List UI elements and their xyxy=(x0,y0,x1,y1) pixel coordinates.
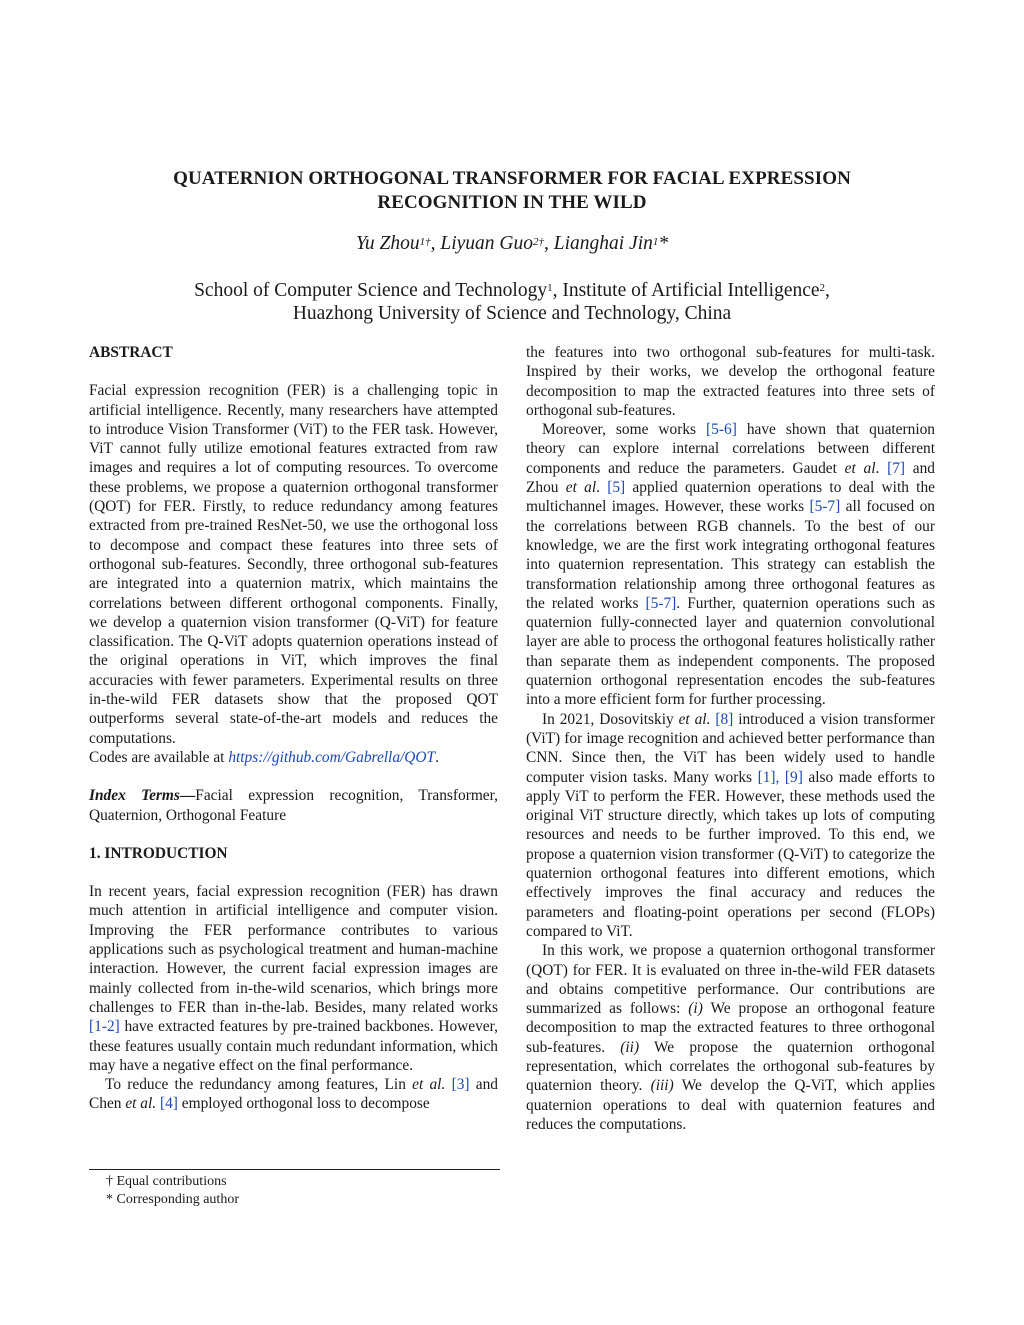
author-separator: , xyxy=(430,233,441,254)
et-al: et al. xyxy=(412,1076,446,1094)
right-paragraph-2 xyxy=(526,420,935,709)
paragraph-text: and Zhou xyxy=(526,459,935,497)
author-affil-mark: 2† xyxy=(533,236,544,248)
intro-paragraph-1 xyxy=(89,882,498,1075)
citation-link[interactable]: [1-2] xyxy=(89,1018,120,1036)
author-affil-mark: 1 xyxy=(652,236,659,248)
author-list xyxy=(0,231,1024,257)
author-name: Lianghai Jin xyxy=(553,233,653,254)
index-terms xyxy=(89,786,498,825)
paragraph-text: . xyxy=(596,479,608,497)
contribution-marker: (ii) xyxy=(620,1038,640,1056)
author-name: Liyuan Guo xyxy=(440,233,533,254)
code-text: Codes are available at xyxy=(89,748,229,766)
citation-link[interactable]: [5] xyxy=(607,479,626,497)
code-link[interactable]: https://github.com/Gabrella/QOT xyxy=(228,748,436,766)
footnote-corresponding-author: * Corresponding author xyxy=(106,1191,239,1207)
footnote-rule xyxy=(89,1169,500,1170)
paragraph-text: We propose the quaternion orthogonal representation, which correlates the orthogonal sub-features by quaternion theory. xyxy=(526,1038,935,1095)
paragraph-text: applied quaternion operations to deal with the multichannel images. However, these works xyxy=(526,479,935,516)
index-terms-label: Index Terms xyxy=(89,787,180,805)
right-paragraph-4 xyxy=(526,941,935,1134)
abstract-body: Facial expression recognition (FER) is a challenging topic in artificial intelligence. Recently, many researchers have attempted to introduce Vision Transformer (ViT) to the FER task. However, ViT cannot fully utilize emotional features extracted from raw images and requires a lot of computing resources. To overcome these problems, we propose a quaternion orthogonal transformer (QOT) for FER. Firstly, to reduce redundancy among features extracted from pre-trained ResNet-50, we use the orthogonal loss to decompose and compact these features into three sets of orthogonal sub-features. Secondly, three orthogonal sub-features are integrated into a quaternion matrix, which maintains the correlations between different orthogonal components. Finally, we develop a quaternion vision transformer (Q-ViT) for feature classification. The Q-ViT adopts quaternion operations instead of the original operations in ViT, which improves the final accuracies with fewer parameters. Experimental results on three in-the-wild FER datasets show that the proposed QOT outperforms several state-of-the-art models and reduces the computations. xyxy=(89,382,498,747)
code-availability xyxy=(89,748,498,767)
right-paragraph-1: the features into two orthogonal sub-features for multi-task. Inspired by their works, we develop the orthogonal feature decomposition to map the extracted features into three sets of orthogonal sub-features. xyxy=(526,344,935,419)
citation-link[interactable]: [5-7] xyxy=(645,594,677,612)
paragraph-text: and Chen xyxy=(89,1076,498,1113)
author-affil-mark: 1† xyxy=(419,236,431,248)
footnote-equal-contribution: † Equal contributions xyxy=(106,1174,227,1189)
paragraph-text: We propose an orthogonal feature decomposition to map the extracted features to three orthogonal sub-features. xyxy=(526,1000,936,1056)
et-al: et al. xyxy=(125,1095,157,1113)
et-al: et al xyxy=(844,459,876,477)
paragraph-text: To reduce the redundancy among features, Lin xyxy=(105,1076,413,1094)
citation-link[interactable]: [1], [9] xyxy=(757,768,803,786)
paragraph-text: . xyxy=(875,459,888,477)
paragraph-text: In recent years, facial expression recognition (FER) has drawn much attention in artificial intelligence and computer vision. Improving the FER performance contributes to various applications such as psychological treatment and human-machine interaction. However, the current facial expression images are mainly collected from in-the-wild scenarios, which brings more challenges to FER than in-the-lab. Besides, many related works xyxy=(89,883,498,1016)
citation-link[interactable]: [5-7] xyxy=(809,498,841,516)
affiliation-text: , xyxy=(825,280,830,301)
left-column xyxy=(89,343,498,1114)
author-separator: , xyxy=(544,233,554,254)
code-text: . xyxy=(435,748,439,766)
paragraph-text: We develop the Q-ViT, which applies quaternion operations to deal with quaternion features and reduces the computations. xyxy=(526,1077,935,1133)
paragraph-text: In 2021, Dosovitskiy xyxy=(542,710,679,728)
affiliation-text: , Institute of Artificial Intelligence xyxy=(552,280,820,301)
paper-title xyxy=(0,167,1024,215)
et-al: et al. xyxy=(678,710,711,728)
paragraph-text: all focused on the correlations between RGB channels. To the best of our knowledge, we are the first work integrating orthogonal features into quaternion representation. This strategy can establish the transformation relationship among three orthogonal features as the related works xyxy=(526,498,935,612)
right-column xyxy=(526,343,935,1134)
affiliation-mark: 2 xyxy=(819,282,826,294)
paragraph-text: also made efforts to apply ViT to perform the FER. However, these methods used the original ViT structure directly, which takes up lots of computing resources and needs to be further improved. To this end, we propose a quaternion vision transformer (Q-ViT) to categorize the quaternion orthogonal features into different emotions, which effectively improves the final accuracy and reduces the parameters and floating-point operations per second (FLOPs) compared to ViT. xyxy=(526,768,935,940)
introduction-heading: 1. INTRODUCTION xyxy=(89,844,228,862)
affiliation-text: School of Computer Science and Technology xyxy=(194,280,548,301)
contribution-marker: (iii) xyxy=(650,1077,674,1095)
right-paragraph-3 xyxy=(526,710,935,942)
affiliation-mark: 1 xyxy=(547,282,553,294)
citation-link[interactable]: [7] xyxy=(887,459,906,477)
citation-link[interactable]: [4] xyxy=(159,1095,178,1113)
author-name: Yu Zhou xyxy=(355,233,420,254)
citation-link[interactable]: [3] xyxy=(451,1076,470,1094)
index-terms-dash: — xyxy=(179,787,196,805)
abstract-heading: ABSTRACT xyxy=(89,344,173,361)
paragraph-text: have shown that quaternion theory can explore internal correlations between different components and reduce the parameters. Gaudet xyxy=(526,421,935,477)
paragraph-text: In this work, we propose a quaternion orthogonal transformer (QOT) for FER. It is evaluated on three in-the-wild FER datasets and obtains competitive performance. Our contributions are summarized as follows: xyxy=(526,942,935,1018)
affiliations xyxy=(0,279,1024,325)
corresponding-mark: * xyxy=(658,233,669,254)
title-line-2: RECOGNITION IN THE WILD xyxy=(377,192,647,213)
contribution-marker: (i) xyxy=(688,1000,703,1018)
affiliation-line-2: Huazhong University of Science and Technology, China xyxy=(292,303,732,324)
citation-link[interactable]: [5-6] xyxy=(706,421,737,439)
paragraph-text: Moreover, some works xyxy=(542,421,707,439)
paragraph-text: have extracted features by pre-trained backbones. However, these features usually contain much redundant information, which may have a negative effect on the final performance. xyxy=(89,1018,498,1074)
intro-paragraph-2 xyxy=(89,1075,498,1114)
footnotes xyxy=(106,1173,239,1208)
et-al: et al xyxy=(565,479,597,497)
title-line-1: QUATERNION ORTHOGONAL TRANSFORMER FOR FACIAL EXPRESSION xyxy=(173,168,851,189)
paragraph-text: . Further, quaternion operations such as quaternion fully-connected layer and quaternion convolutional layer are able to process the orthogonal features holistically rather than separate them as independent components. The proposed quaternion orthogonal representation encodes the sub-features into a more efficient form for further processing. xyxy=(526,594,935,709)
affiliation-line-1 xyxy=(0,279,1024,302)
citation-link[interactable]: [8] xyxy=(715,710,734,728)
paragraph-text: employed orthogonal loss to decompose xyxy=(177,1095,430,1113)
index-terms-text: Facial expression recognition, Transformer, Quaternion, Orthogonal Feature xyxy=(89,787,498,824)
paragraph-text: introduced a vision transformer (ViT) for image recognition and achieved better performance than CNN. Since then, the ViT has been widely used to handle computer vision tasks. Many works xyxy=(526,710,935,786)
